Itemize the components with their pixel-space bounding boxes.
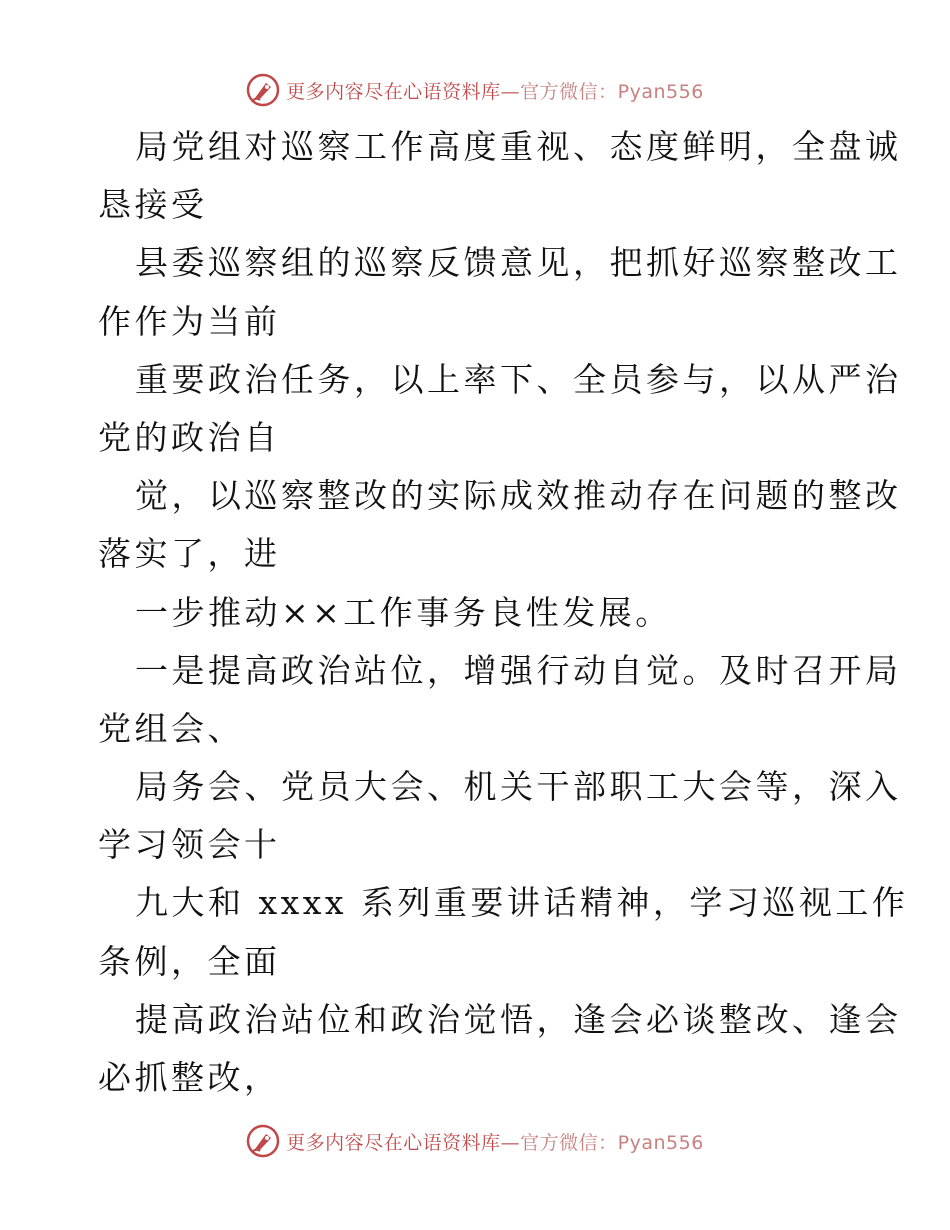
paragraph-line: 提高政治站位和政治觉悟，逢会必谈整改、逢会 (135, 999, 902, 1039)
watermark-brand: 更多内容尽在心语资料库 (286, 80, 501, 103)
paragraph-line: 必抓整改， (98, 1058, 281, 1097)
paragraph-line: 恳接受 (98, 185, 208, 225)
watermark-separator: — (500, 80, 521, 103)
paragraph-line: 条例，全面 (98, 941, 281, 981)
document-body (98, 118, 909, 1107)
watermark-wechat: 官方微信：Pyan556 (520, 80, 704, 103)
paragraph-line: 县委巡察组的巡察反馈意见，把抓好巡察整改工 (135, 243, 902, 283)
paragraph-line: 觉，以巡察整改的实际成效推动存在问题的整改 (135, 476, 902, 516)
pen-nib-logo-icon (246, 1124, 280, 1158)
watermark-text (286, 1128, 704, 1155)
header-watermark (0, 70, 950, 110)
paragraph-line: 局务会、党员大会、机关干部职工大会等，深入 (135, 767, 902, 807)
paragraph-line: 学习领会十 (98, 825, 281, 865)
paragraph-line: 党组会、 (98, 708, 244, 748)
paragraph-line: 党的政治自 (98, 417, 281, 457)
paragraph-line: 落实了，进 (98, 534, 281, 574)
watermark-separator: — (500, 1131, 521, 1154)
watermark-brand: 更多内容尽在心语资料库 (286, 1131, 501, 1154)
paragraph-line: 重要政治任务，以上率下、全员参与，以从严治 (135, 359, 902, 399)
footer-watermark (0, 1121, 950, 1161)
paragraph-line: 一步推动××工作事务良性发展。 (135, 592, 672, 632)
pen-nib-logo-icon (246, 73, 280, 107)
watermark-wechat: 官方微信：Pyan556 (520, 1131, 704, 1154)
paragraph-line: 局党组对巡察工作高度重视、态度鲜明，全盘诚 (135, 127, 902, 166)
paragraph-line: 九大和 xxxx 系列重要讲话精神，学习巡视工作 (135, 883, 909, 923)
paragraph-line: 作作为当前 (98, 301, 281, 341)
watermark-text (286, 77, 704, 104)
paragraph-line: 一是提高政治站位，增强行动自觉。及时召开局 (135, 650, 902, 690)
